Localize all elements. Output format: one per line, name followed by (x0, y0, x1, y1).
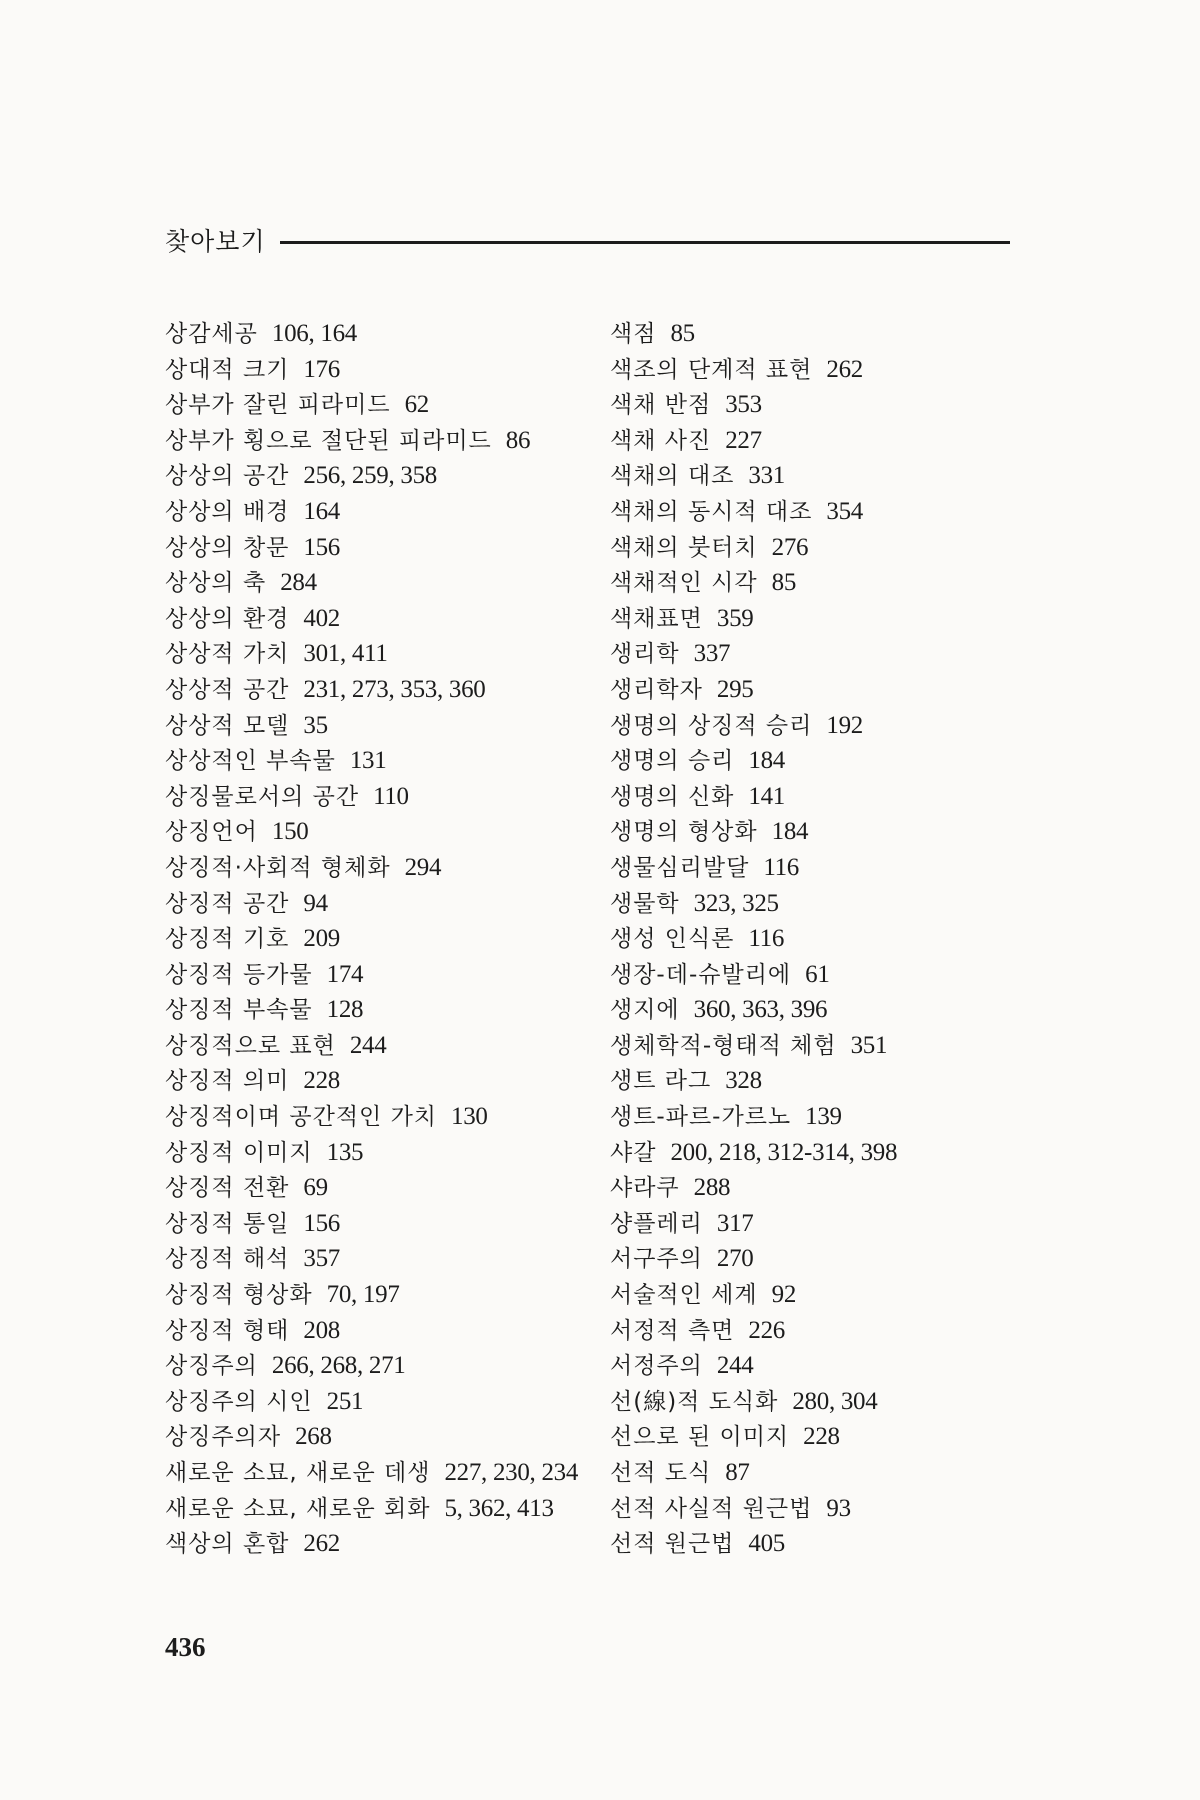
index-term: 상부가 횡으로 절단된 피라미드 (165, 427, 492, 454)
index-entry (165, 814, 595, 850)
index-pages: 135 (326, 1138, 364, 1166)
index-term: 서술적인 세계 (610, 1282, 758, 1309)
index-term: 색채의 붓터치 (610, 534, 758, 561)
index-term: 생명의 형상화 (610, 819, 758, 846)
index-pages: 227, 230, 234 (444, 1459, 579, 1486)
index-entry (165, 387, 595, 423)
index-column-left (165, 316, 595, 1562)
index-entry (165, 1063, 595, 1099)
index-term: 상징적으로 표현 (165, 1032, 336, 1059)
index-entry (165, 743, 595, 779)
index-pages: 131 (349, 747, 387, 775)
index-entry (610, 1206, 1050, 1242)
index-entry (610, 1099, 1050, 1135)
index-pages: 156 (303, 533, 341, 561)
index-pages: 86 (505, 426, 531, 454)
index-entry (610, 814, 1050, 850)
index-entry (610, 601, 1050, 637)
index-entry (610, 1277, 1050, 1313)
index-entry (165, 957, 595, 993)
index-entry (165, 458, 595, 494)
index-term: 상상적 가치 (165, 641, 290, 668)
index-pages: 262 (826, 355, 863, 383)
index-term: 색채의 동시적 대조 (610, 498, 813, 525)
index-pages: 35 (303, 711, 328, 739)
index-pages: 351 (850, 1031, 888, 1059)
index-pages: 228 (303, 1067, 341, 1095)
index-pages: 268 (295, 1423, 332, 1451)
index-pages: 405 (748, 1530, 786, 1558)
index-entry (610, 850, 1050, 886)
index-term: 선적 도식 (610, 1460, 712, 1486)
index-entry (165, 494, 595, 530)
index-term: 서구주의 (610, 1246, 703, 1273)
index-pages: 174 (326, 960, 364, 988)
index-entry (610, 387, 1050, 423)
index-pages: 244 (349, 1031, 387, 1059)
index-pages: 226 (748, 1316, 786, 1344)
index-term: 상징물로서의 공간 (165, 783, 360, 810)
index-term: 상징적 부속물 (165, 997, 313, 1024)
index-entry (610, 957, 1050, 993)
index-entry (165, 1170, 595, 1206)
index-pages: 280, 304 (792, 1387, 878, 1415)
page-header (165, 222, 1010, 258)
index-term: 생리학자 (610, 676, 703, 703)
index-term: 상징주의 (165, 1353, 258, 1380)
header-rule (280, 241, 1010, 244)
index-term: 상징적 형상화 (165, 1282, 313, 1309)
index-term: 생물학 (610, 890, 680, 917)
index-entry (610, 316, 1050, 352)
index-term: 상상의 배경 (165, 498, 290, 525)
index-entry (610, 708, 1050, 744)
index-pages: 337 (693, 640, 731, 668)
index-entry (610, 1063, 1050, 1099)
index-term: 색상의 혼합 (165, 1531, 290, 1558)
index-entry (165, 1348, 595, 1384)
index-entry (165, 1028, 595, 1064)
index-pages: 360, 363, 396 (693, 996, 828, 1024)
index-term: 상징적 기호 (165, 926, 290, 953)
page-number: 436 (165, 1632, 206, 1662)
index-entry (165, 1491, 595, 1527)
index-term: 상감세공 (165, 321, 258, 347)
index-entry (165, 921, 595, 957)
index-entry (165, 565, 595, 601)
index-entry (165, 886, 595, 922)
index-entry (610, 1170, 1050, 1206)
index-pages: 5, 362, 413 (444, 1494, 554, 1522)
index-term: 상징주의자 (165, 1424, 282, 1451)
index-entry (610, 1384, 1050, 1420)
index-entry (610, 886, 1050, 922)
index-pages: 70, 197 (326, 1281, 400, 1309)
index-entry (610, 494, 1050, 530)
index-pages: 94 (303, 889, 328, 917)
index-pages: 251 (326, 1387, 364, 1415)
index-pages: 156 (303, 1209, 341, 1237)
index-term: 색채의 대조 (610, 463, 735, 490)
index-pages: 208 (303, 1316, 341, 1344)
index-term: 상징적 의미 (165, 1068, 290, 1095)
index-term: 상징적 해석 (165, 1246, 290, 1273)
index-entry (610, 1028, 1050, 1064)
index-term: 색채 사진 (610, 427, 712, 454)
index-entry (165, 1455, 595, 1491)
index-entry (610, 992, 1050, 1028)
index-entry (610, 672, 1050, 708)
index-pages: 164 (303, 497, 341, 525)
index-term: 상징적 공간 (165, 890, 290, 917)
index-entry (165, 601, 595, 637)
index-pages: 61 (805, 960, 830, 988)
index-term: 선으로 된 이미지 (610, 1424, 790, 1451)
index-entry (610, 921, 1050, 957)
index-pages: 184 (771, 818, 809, 846)
index-term: 상징적이며 공간적인 가치 (165, 1104, 438, 1131)
index-term: 상징적 이미지 (165, 1139, 313, 1166)
index-entry (165, 530, 595, 566)
index-pages: 357 (303, 1245, 341, 1273)
index-pages: 184 (748, 747, 786, 775)
index-pages: 87 (725, 1459, 750, 1486)
index-pages: 276 (771, 533, 809, 561)
index-entry (165, 1313, 595, 1349)
index-pages: 110 (373, 782, 409, 810)
index-entry (610, 636, 1050, 672)
index-pages: 85 (771, 569, 797, 597)
index-entry (165, 708, 595, 744)
index-term: 샤라쿠 (610, 1175, 680, 1202)
index-pages: 317 (716, 1209, 754, 1237)
index-term: 상징주의 시인 (165, 1388, 313, 1415)
index-pages: 294 (404, 853, 442, 881)
index-pages: 354 (826, 497, 863, 525)
index-entry (165, 1419, 595, 1455)
index-entry (610, 1419, 1050, 1455)
index-term: 상부가 잘린 피라미드 (165, 392, 391, 419)
index-entry (610, 530, 1050, 566)
index-pages: 228 (803, 1423, 840, 1451)
index-term: 색채표면 (610, 605, 703, 632)
index-term: 색조의 단계적 표현 (610, 356, 813, 383)
index-pages: 200, 218, 312-314, 398 (670, 1138, 898, 1166)
index-pages: 270 (716, 1245, 754, 1273)
index-term: 상대적 크기 (165, 356, 290, 383)
index-term: 상상적인 부속물 (165, 748, 336, 775)
index-entry (610, 1313, 1050, 1349)
index-entry (165, 672, 595, 708)
index-entry (610, 779, 1050, 815)
index-pages: 266, 268, 271 (271, 1352, 406, 1380)
index-term: 상징적 전환 (165, 1175, 290, 1202)
index-entry (165, 1099, 595, 1135)
index-pages: 116 (748, 925, 785, 953)
index-pages: 328 (725, 1067, 762, 1095)
index-term: 생체학적-형태적 체험 (610, 1032, 837, 1059)
index-pages: 130 (451, 1103, 488, 1131)
index-pages: 256, 259, 358 (303, 462, 438, 490)
index-term: 상상의 환경 (165, 605, 290, 632)
index-term: 색채적인 시각 (610, 570, 758, 597)
index-term: 상상의 축 (165, 570, 267, 597)
index-term: 상상의 공간 (165, 463, 290, 490)
index-term: 생지에 (610, 997, 680, 1024)
index-column-right (610, 316, 1050, 1562)
index-pages: 295 (716, 675, 754, 703)
index-pages: 116 (763, 853, 799, 881)
index-pages: 176 (303, 355, 341, 383)
index-entry (610, 1526, 1050, 1562)
index-pages: 85 (670, 320, 695, 347)
index-term: 선적 사실적 원근법 (610, 1495, 813, 1522)
index-entry (610, 1241, 1050, 1277)
index-pages: 62 (404, 391, 429, 419)
index-term: 생성 인식론 (610, 926, 735, 953)
page-title: 찾아보기 (165, 227, 266, 256)
index-entry (165, 779, 595, 815)
index-term: 상상의 창문 (165, 534, 290, 561)
index-term: 생장-데-슈발리에 (610, 961, 792, 988)
index-pages: 192 (826, 711, 863, 739)
index-term: 생명의 상징적 승리 (610, 712, 813, 739)
index-pages: 353 (725, 391, 762, 419)
index-entry (165, 992, 595, 1028)
index-entry (165, 850, 595, 886)
index-pages: 359 (716, 604, 754, 632)
index-entry (165, 1206, 595, 1242)
index-term: 선적 원근법 (610, 1531, 735, 1558)
index-term: 상징언어 (165, 819, 258, 846)
index-entry (610, 352, 1050, 388)
index-entry (165, 352, 595, 388)
index-term: 상징적 형태 (165, 1317, 290, 1344)
index-term: 상징적·사회적 형체화 (165, 854, 391, 881)
index-entry (165, 1384, 595, 1420)
index-entry (165, 1135, 595, 1171)
index-entry (165, 1277, 595, 1313)
index-pages: 106, 164 (271, 320, 357, 347)
index-pages: 301, 411 (303, 640, 388, 668)
index-term: 생명의 승리 (610, 748, 735, 775)
index-term: 상상적 모델 (165, 712, 290, 739)
index-pages: 402 (303, 604, 341, 632)
index-term: 서정적 측면 (610, 1317, 735, 1344)
index-pages: 209 (303, 925, 341, 953)
index-entry (610, 1348, 1050, 1384)
index-pages: 231, 273, 353, 360 (303, 675, 486, 703)
index-term: 생리학 (610, 641, 680, 668)
index-entry (610, 743, 1050, 779)
index-term: 생물심리발달 (610, 854, 750, 881)
index-entry (610, 1135, 1050, 1171)
index-term: 선(線)적 도식화 (610, 1388, 779, 1415)
index-pages: 244 (716, 1352, 754, 1380)
index-term: 생명의 신화 (610, 783, 735, 810)
index-entry (165, 636, 595, 672)
index-pages: 262 (303, 1530, 341, 1558)
index-pages: 331 (748, 462, 786, 490)
index-entry (165, 316, 595, 352)
index-term: 색채 반점 (610, 392, 712, 419)
index-term: 샹플레리 (610, 1210, 703, 1237)
index-entry (610, 565, 1050, 601)
index-entry (610, 1455, 1050, 1491)
index-term: 생트 라그 (610, 1068, 712, 1095)
index-term: 상징적 통일 (165, 1210, 290, 1237)
index-term: 생트-파르-가르노 (610, 1104, 792, 1131)
index-entry (165, 423, 595, 459)
index-pages: 92 (771, 1281, 797, 1309)
index-pages: 323, 325 (693, 889, 779, 917)
index-term: 색점 (610, 321, 657, 347)
index-pages: 284 (280, 569, 317, 597)
index-pages: 150 (271, 818, 309, 846)
index-pages: 227 (725, 426, 762, 454)
index-pages: 139 (805, 1103, 842, 1131)
index-entry (165, 1241, 595, 1277)
index-term: 샤갈 (610, 1139, 657, 1166)
index-pages: 128 (326, 996, 364, 1024)
index-entry (610, 458, 1050, 494)
index-term: 서정주의 (610, 1353, 703, 1380)
index-term: 상징적 등가물 (165, 961, 313, 988)
index-pages: 93 (826, 1494, 851, 1522)
index-pages: 288 (693, 1174, 731, 1202)
index-pages: 141 (748, 782, 786, 810)
index-term: 새로운 소묘, 새로운 데생 (165, 1460, 431, 1486)
index-term: 새로운 소묘, 새로운 회화 (165, 1495, 431, 1522)
index-entry (610, 1491, 1050, 1527)
index-entry (165, 1526, 595, 1562)
index-term: 상상적 공간 (165, 676, 290, 703)
index-pages: 69 (303, 1174, 328, 1202)
index-entry (610, 423, 1050, 459)
